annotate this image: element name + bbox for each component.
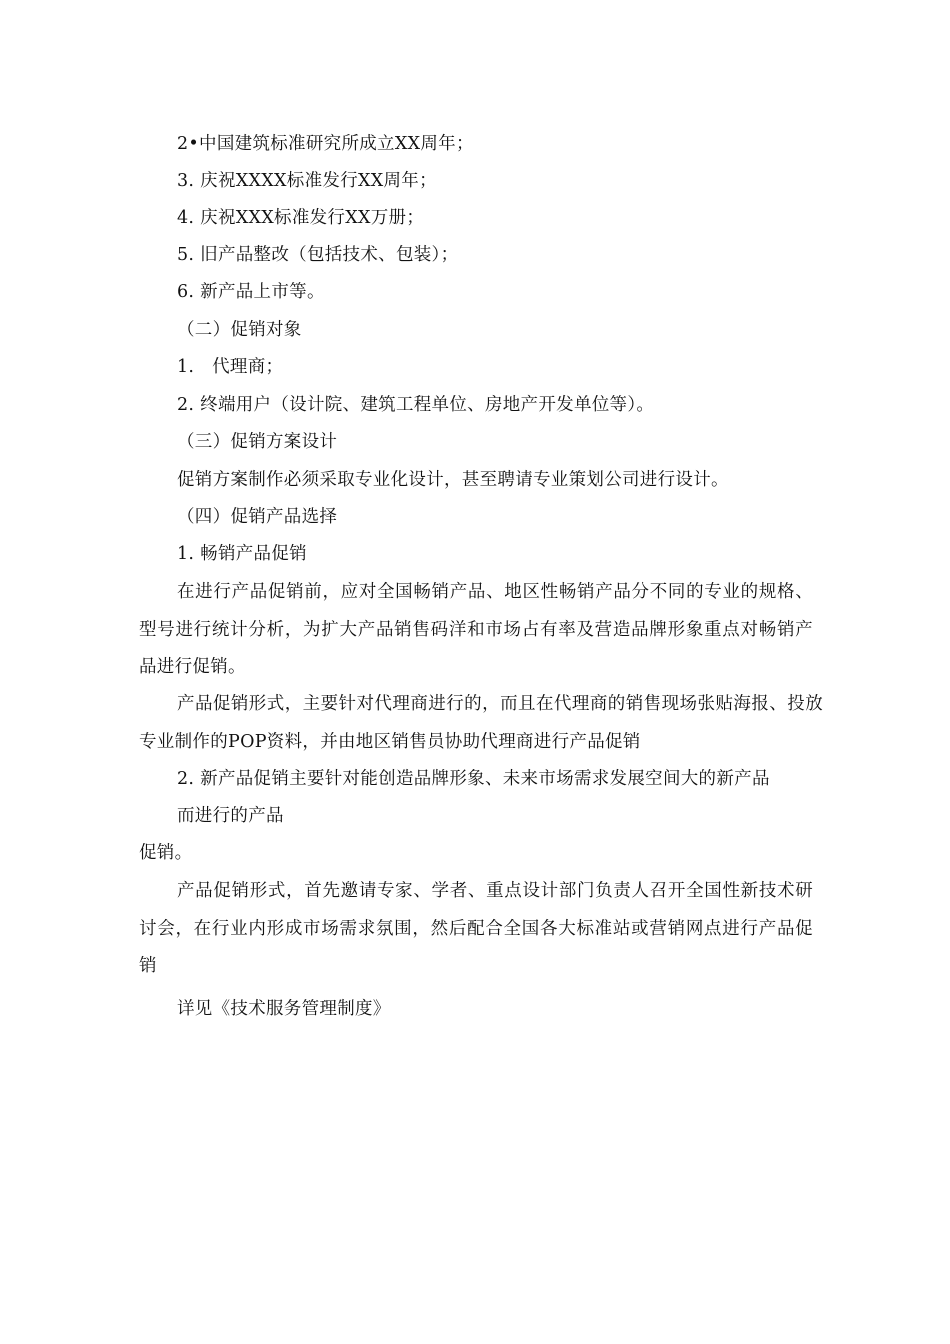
paragraph-new-product-line: 2. 新产品促销主要针对能创造品牌形象、未来市场需求发展空间大的新产品 bbox=[177, 769, 770, 789]
section-heading-promotion-targets: （二）促销对象 bbox=[177, 320, 302, 340]
paragraph-new-product-form: 产品促销形式，首先邀请专家、学者、重点设计部门负责人召开全国性新技术研讨会，在行业内形成市场需求氛围，然后配合全国各大标准站或营销网点进行产品促销 bbox=[139, 881, 813, 976]
list-item-standard-anniversary: 3. 庆祝XXXX标准发行XX周年； bbox=[177, 171, 437, 191]
paragraph-new-product-end: 促销。 bbox=[139, 843, 193, 863]
section-heading-product-selection: （四）促销产品选择 bbox=[177, 507, 338, 527]
list-item-new-product-launch: 6. 新产品上市等。 bbox=[177, 282, 325, 302]
list-item-agents: 1. 代理商； bbox=[177, 357, 284, 377]
subheading-bestseller-promotion: 1. 畅销产品促销 bbox=[177, 544, 307, 564]
list-item-old-product-rectify: 5. 旧产品整改（包括技术、包装）； bbox=[177, 245, 459, 265]
list-item-standard-volumes: 4. 庆祝XXX标准发行XX万册； bbox=[177, 208, 425, 228]
list-item-end-users: 2. 终端用户（设计院、建筑工程单位、房地产开发单位等）。 bbox=[177, 395, 655, 415]
paragraph-bestseller-analysis: 在进行产品促销前，应对全国畅销产品、地区性畅销产品分不同的专业的规格、型号进行统计分析，为扩大产品销售码洋和市场占有率及营造品牌形象重点对畅销产品进行促销。 bbox=[139, 582, 813, 677]
paragraph-new-product-continuation: 而进行的产品 bbox=[177, 806, 284, 826]
paragraph-plan-design: 促销方案制作必须采取专业化设计，甚至聘请专业策划公司进行设计。 bbox=[177, 470, 729, 490]
list-item-institute-anniversary: 2•中国建筑标准研究所成立XX周年； bbox=[177, 134, 474, 154]
paragraph-see-also: 详见《技术服务管理制度》 bbox=[177, 999, 391, 1019]
section-heading-plan-design: （三）促销方案设计 bbox=[177, 432, 338, 452]
paragraph-bestseller-form: 产品促销形式，主要针对代理商进行的，而且在代理商的销售现场张贴海报、投放专业制作的POP资料，并由地区销售员协助代理商进行产品促销 bbox=[139, 694, 823, 752]
